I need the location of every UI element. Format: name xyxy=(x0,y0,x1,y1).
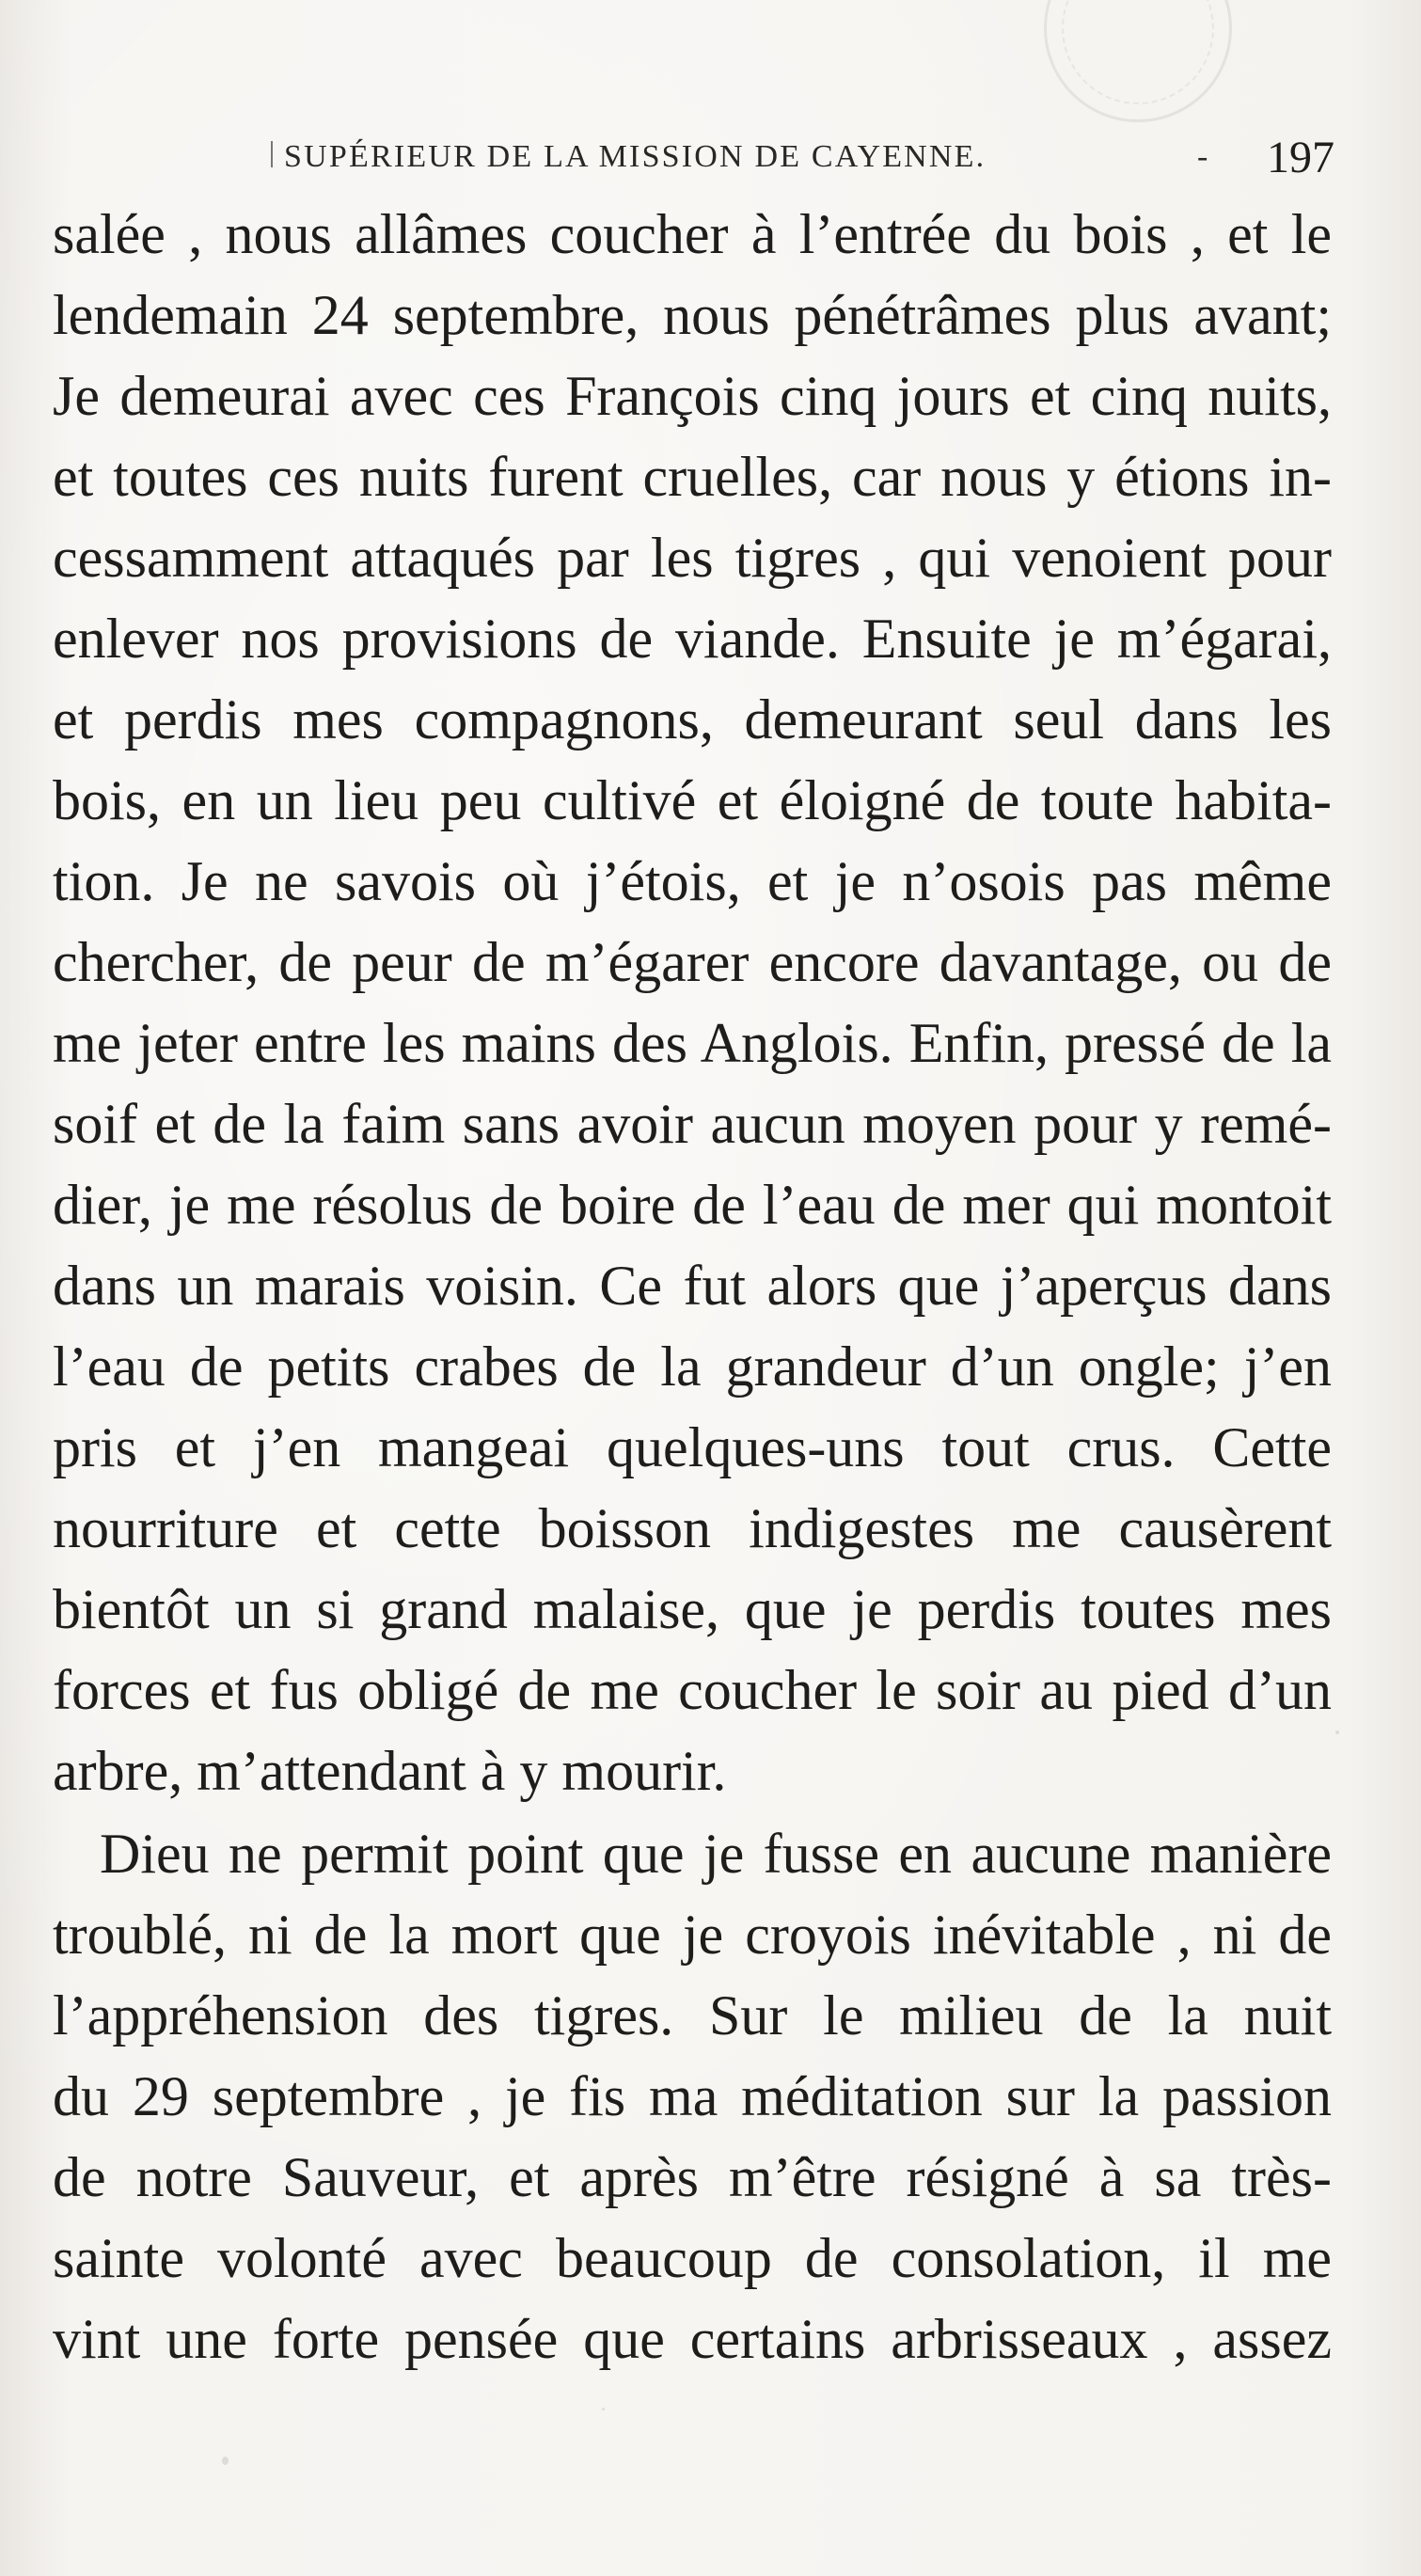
text-line: et toutes ces nuits furent cruelles, car nous y étions in- xyxy=(53,446,1332,508)
library-stamp xyxy=(1044,0,1232,122)
text-line: l’eau de petits crabes de la grandeur d’un ongle; j’en xyxy=(53,1335,1332,1398)
text-line: sainte volonté avec beaucoup de consolation, il me xyxy=(53,2227,1332,2289)
text-line: dans un marais voisin. Ce fut alors que j’aperçus dans xyxy=(53,1255,1332,1317)
text-line: Je demeurai avec ces François cinq jours et cinq nuits, xyxy=(53,365,1332,427)
text-line-paragraph-start: Dieu ne permit point que je fusse en aucune manière xyxy=(100,1823,1332,1885)
text-line: l’appréhension des tigres. Sur le milieu de la nuit xyxy=(53,1984,1332,2047)
body-text xyxy=(53,194,1332,2379)
text-line: du 29 septembre , je fis ma méditation sur la passion xyxy=(53,2065,1332,2127)
header-mark xyxy=(271,141,273,167)
text-line: bientôt un si grand malaise, que je perdis toutes mes xyxy=(53,1578,1332,1640)
text-line: lendemain 24 septembre, nous pénétrâmes plus avant; xyxy=(53,284,1332,346)
text-line: tion. Je ne savois où j’étois, et je n’osois pas même xyxy=(53,850,1332,912)
page-header xyxy=(271,132,1334,188)
header-dash: - xyxy=(1197,139,1208,174)
text-line: nourriture et cette boisson indigestes me causèrent xyxy=(53,1497,1332,1559)
text-line: soif et de la faim sans avoir aucun moyen pour y remé- xyxy=(53,1093,1332,1155)
text-line: salée , nous allâmes coucher à l’entrée du bois , et le xyxy=(53,203,1332,265)
running-head: SUPÉRIEUR DE LA MISSION DE CAYENNE. xyxy=(284,139,987,174)
text-line: chercher, de peur de m’égarer encore davantage, ou de xyxy=(53,931,1332,993)
text-line: enlever nos provisions de viande. Ensuite je m’égarai, xyxy=(53,608,1332,670)
text-line: me jeter entre les mains des Anglois. Enfin, pressé de la xyxy=(53,1012,1332,1074)
text-line: cessamment attaqués par les tigres , qui venoient pour xyxy=(53,527,1332,589)
page-number: 197 xyxy=(1267,133,1334,182)
text-line-paragraph-end: arbre, m’attendant à y mourir. xyxy=(53,1740,727,1802)
text-line: vint une forte pensée que certains arbrisseaux , assez xyxy=(53,2308,1332,2370)
text-line: forces et fus obligé de me coucher le soir au pied d’un xyxy=(53,1659,1332,1721)
text-line: pris et j’en mangeai quelques-uns tout crus. Cette xyxy=(53,1416,1332,1478)
text-line: et perdis mes compagnons, demeurant seul dans les xyxy=(53,688,1332,751)
text-line: dier, je me résolus de boire de l’eau de mer qui montoit xyxy=(53,1174,1332,1236)
text-line: troublé, ni de la mort que je croyois inévitable , ni de xyxy=(53,1904,1332,1966)
text-line: de notre Sauveur, et après m’être résigné à sa très- xyxy=(53,2146,1332,2208)
text-line: bois, en un lieu peu cultivé et éloigné de toute habita- xyxy=(53,769,1332,831)
